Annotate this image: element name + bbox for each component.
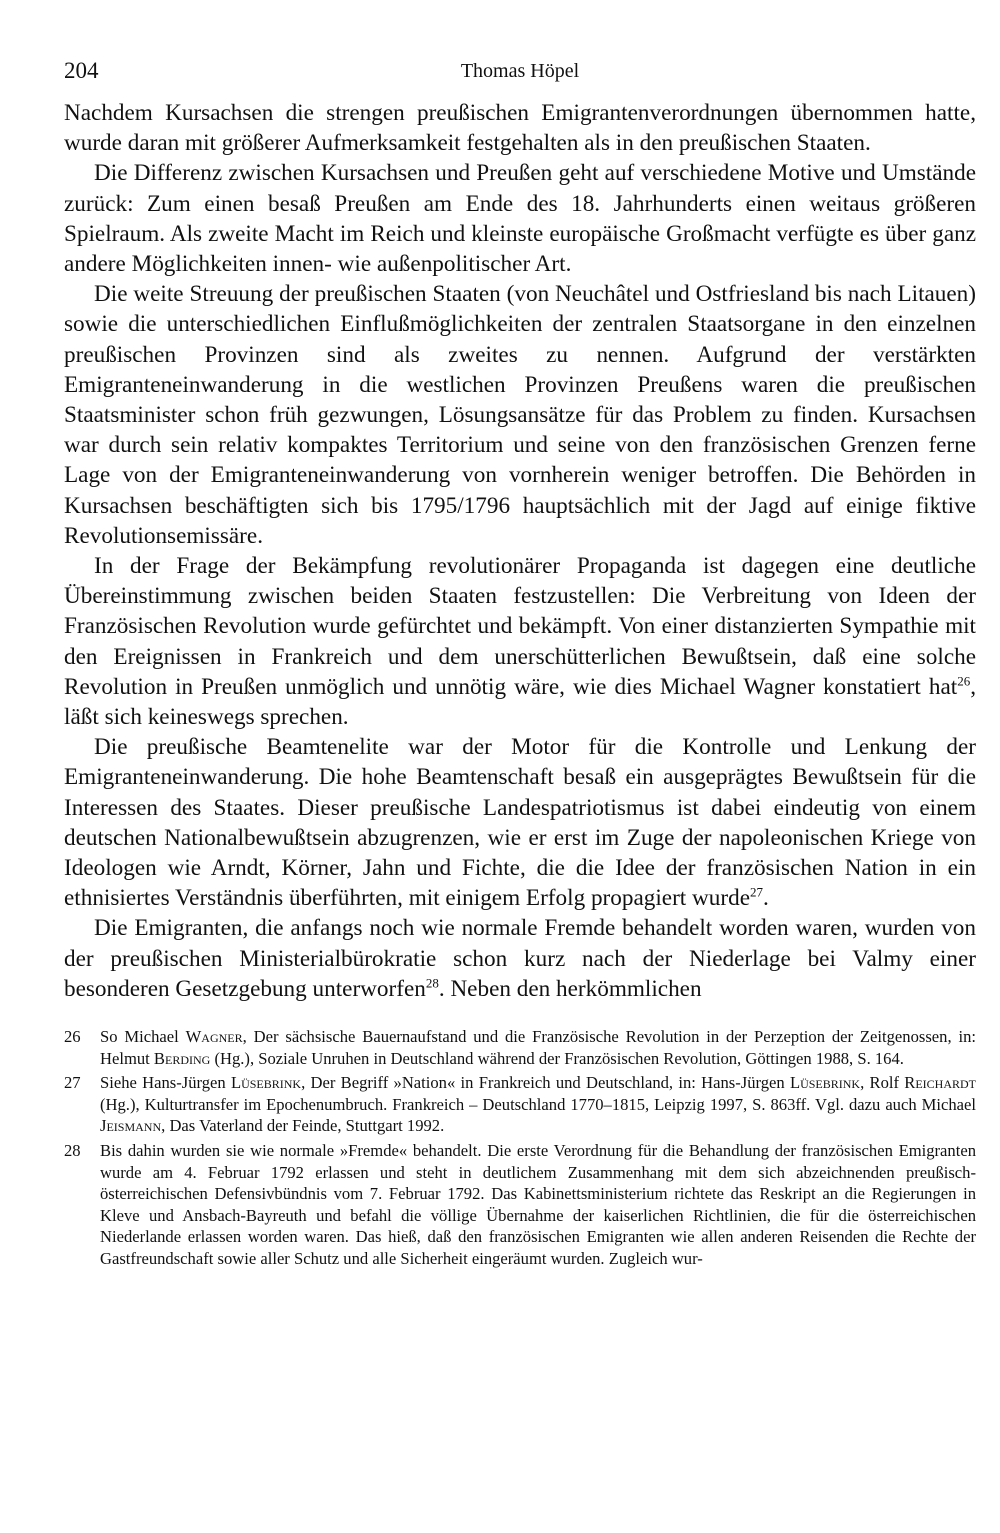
paragraph-5-text: Die preußische Beamtenelite war der Motor für die Kontrolle und Lenkung der Emigranteneinwanderung. Die hohe Beamtenschaft besaß ein ausgeprägtes Bewußtsein für die Interessen des Staates. Dieser preußische Landespatriotismus ist dabei eindeutig von einem deutschen Nationalbewußtsein abzugrenzen, wie er erst im Zuge der napoleonischen Kriege von Ideologen wie Arndt, Körner, Jahn und Fichte, die die Idee der französischen Nation in ein ethnisiertes Verständnis überführten, mit einigem Erfolg propagiert wurde — [64, 734, 976, 912]
footnote-text: Siehe Hans-Jürgen — [100, 1073, 231, 1093]
footnotes — [64, 1026, 976, 1270]
footnote-text: , Der Begriff »Nation« in Frankreich und Deutschland, in: Hans-Jürgen — [301, 1073, 790, 1093]
footnote-number: 27 — [64, 1073, 81, 1093]
author-name: Lüsebrink — [789, 1073, 861, 1093]
author-name: Wagner — [185, 1027, 243, 1047]
footnote-text: (Hg.), Soziale Unruhen in Deutschland während der Französischen Revolution, Göttingen 1988, S. 164. — [210, 1048, 904, 1068]
paragraph-2: Die Differenz zwischen Kursachsen und Preußen geht auf verschiedene Motive und Umstände zurück: Zum einen besaß Preußen am Ende des 18. Jahrhunderts einen weitaus größeren Spielraum. Als zweite Macht im Reich und kleinste europäische Großmacht verfügte es über ganz andere Möglichkeiten innen- wie außenpolitischer Art. — [64, 160, 976, 278]
footnote-number: 28 — [64, 1141, 81, 1161]
paragraph-3: Die weite Streuung der preußischen Staaten (von Neuchâtel und Ostfriesland bis nach Litauen) sowie die unterschiedlichen Einflußmöglichkeiten der zentralen Staatsorgane in den einzelnen preußischen Provinzen sind als zweites zu nennen. Aufgrund der verstärkten Emigranteneinwanderung in die westlichen Provinzen Preußens waren die preußischen Staatsminister schon früh gezwungen, Lösungsansätze für das Problem zu finden. Kursachsen war durch sein relativ kompaktes Territorium und seine von den französischen Grenzen ferne Lage von der Emigranteneinwanderung von vornherein weniger betroffen. Die Behörden in Kursachsen beschäftigten sich bis 1795/1796 hauptsächlich mit der Jagd auf einige fiktive Revolutionsemissäre. — [64, 281, 976, 549]
running-head: Thomas Höpel — [460, 60, 580, 82]
footnote-text: (Hg.), Kulturtransfer im Epochenumbruch. Frankreich – Deutschland 1770–1815, Leipzig 1997, S. 863ff. Vgl. dazu auch Michael — [100, 1094, 976, 1114]
footnote-text: , Der sächsische Bauernaufstand und die Französische Revolution in der Perzeption der Zeitgenossen, in: Helmut — [100, 1027, 976, 1068]
footnote-ref-28[interactable]: 28 — [425, 975, 439, 991]
footnote-number: 26 — [64, 1027, 81, 1047]
paragraph-6-text-end: . Neben den herkömmlichen — [438, 975, 702, 1002]
page-number: 204 — [64, 58, 99, 83]
footnote-text: So Michael — [100, 1027, 186, 1047]
footnote-26 — [64, 1026, 976, 1069]
footnote-ref-27[interactable]: 27 — [750, 884, 763, 900]
paragraph-6-text: Die Emigranten, die anfangs noch wie normale Fremde behandelt worden waren, wurden von der preußischen Ministerialbürokratie schon kurz nach der Niederlage bei Valmy einer besonderen Gesetzgebung unterworfen — [64, 915, 976, 1002]
paragraph-5 — [64, 732, 976, 913]
footnote-27 — [64, 1072, 976, 1137]
body-text — [64, 98, 976, 1004]
paragraph-1: Nachdem Kursachsen die strengen preußischen Emigrantenverordnungen übernommen hatte, wurde daran mit größerer Aufmerksamkeit festgehalten als in den preußischen Staaten. — [64, 100, 976, 157]
paragraph-5-text-end: . — [763, 885, 769, 912]
footnote-text: , Rolf — [860, 1073, 905, 1093]
page-header — [64, 58, 976, 98]
paragraph-4-text-end: , läßt sich keineswegs sprechen. — [64, 673, 976, 731]
footnote-text: , Das Vaterland der Feinde, Stuttgart 1992. — [161, 1116, 445, 1136]
paragraph-4-text: In der Frage der Bekämpfung revolutionärer Propaganda ist dagegen eine deutliche Übereinstimmung zwischen beiden Staaten festzustellen: Die Verbreitung von Ideen der Französischen Revolution wurde gefürchtet und bekämpft. Von einer distanzierten Sympathie mit den Ereignissen in Frankreich und dem unerschütterlichen Bewußtsein, daß eine solche Revolution in Preußen unmöglich und unnötig wäre, wie dies Michael Wagner konstatiert hat — [64, 553, 976, 700]
footnote-ref-26[interactable]: 26 — [957, 673, 971, 689]
author-name: Lüsebrink — [230, 1073, 302, 1093]
footnote-28 — [64, 1140, 976, 1270]
paragraph-4 — [64, 551, 976, 732]
author-name: Berding — [153, 1048, 211, 1068]
author-name: Jeismann — [100, 1116, 162, 1136]
book-page — [64, 58, 976, 1273]
author-name: Reichardt — [904, 1073, 976, 1093]
paragraph-6 — [64, 913, 976, 1004]
footnote-text: Bis dahin wurden sie wie normale »Fremde« behandelt. Die erste Verordnung für die Behandlung der französischen Emigranten wurde am 4. Februar 1792 erlassen und steht in deutlichem Zusammenhang mit dem sich abzeichnenden preußisch-österreichischen Defensivbündnis vom 7. Februar 1792. Das Kabinettsministerium richtete das Reskript an die Regierungen in Kleve und Ansbach-Bayreuth und befahl die völlige Übernahme der kaiserlichen Richtlinien, die für die österreichischen Niederlande erlassen worden waren. Das hieß, daß den französischen Emigranten wie allen anderen Reisenden die Rechte der Gastfreundschaft sowie aller Schutz und alle Sicherheit eingeräumt wurden. Zugleich wur- — [100, 1141, 976, 1269]
